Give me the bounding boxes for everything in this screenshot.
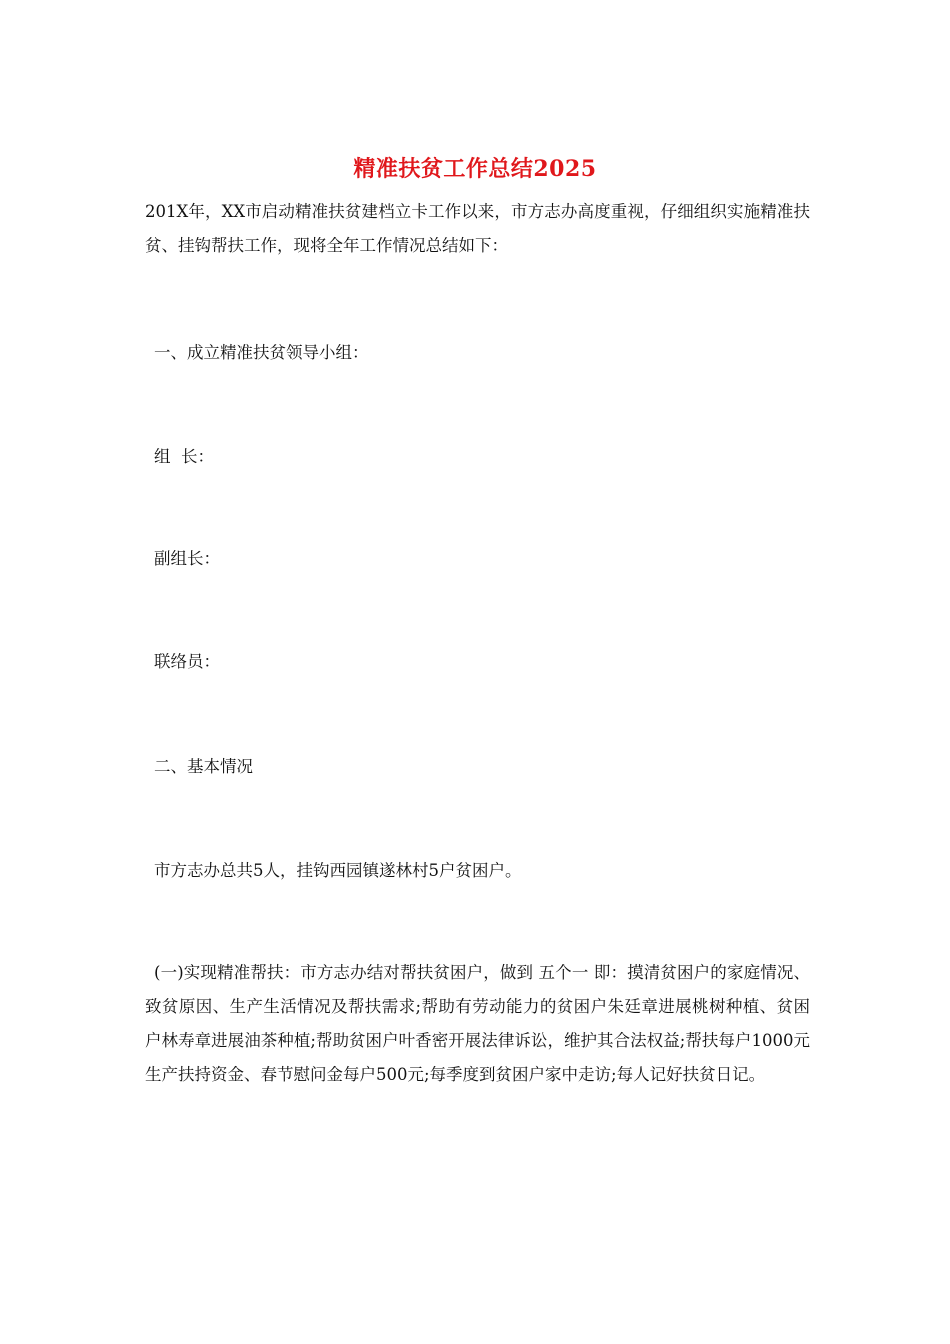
staff-info-paragraph: 市方志办总共5人，挂钩西园镇遂林村5户贫困户。 xyxy=(154,861,522,880)
precise-help-text: (一)实现精准帮扶：市方志办结对帮扶贫困户，做到 五个一 即：摸清贫困户的家庭情况、致贫原因、生产生活情况及帮扶需求;帮助有劳动能力的贫困户朱廷章进展桃树种植、贫困户林寿章进展油茶种植;帮助贫困户叶香密开展法律诉讼，维护其合法权益;帮扶每户1000元生产扶持资金、春节慰问金每户500元;每季度到贫困户家中走访;每人记好扶贫日记。 xyxy=(145,963,810,1084)
precise-help-paragraph xyxy=(145,956,810,1092)
intro-paragraph: 201X年，XX市启动精准扶贫建档立卡工作以来，市方志办高度重视，仔细组织实施精准扶贫、挂钩帮扶工作，现将全年工作情况总结如下： xyxy=(145,202,810,255)
liaison-label: 联络员： xyxy=(154,652,220,671)
document-title: 精准扶贫工作总结2025 xyxy=(353,156,597,182)
deputy-leader-label: 副组长： xyxy=(154,549,220,568)
section-heading-basic-situation: 二、基本情况 xyxy=(154,757,253,776)
leader-label: 组 长： xyxy=(154,447,214,466)
section-heading-leadership-group: 一、成立精准扶贫领导小组： xyxy=(154,343,369,362)
